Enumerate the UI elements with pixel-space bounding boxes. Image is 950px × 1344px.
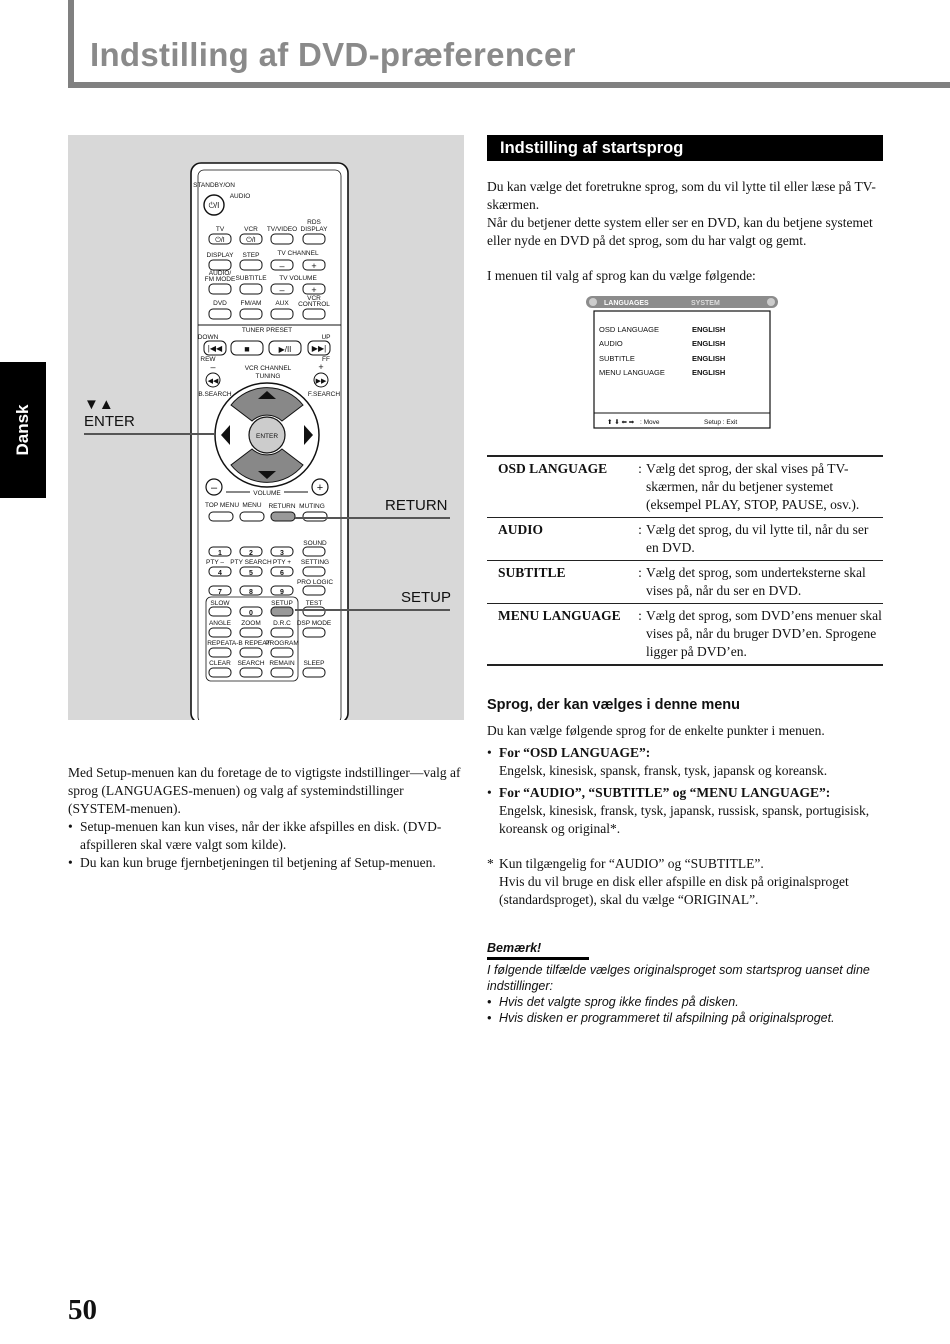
svg-text:SETTING: SETTING (300, 559, 330, 566)
svg-text:VCR: VCR (244, 226, 258, 233)
callout-enter: ENTER (84, 413, 135, 430)
table-row: OSD LANGUAGE : Vælg det sprog, der skal vises på TV-skærmen, når du betjener systemet (eksempel PLAY, STOP, PAUSE, osv.). (487, 456, 883, 518)
section-title: Indstilling af startsprog (487, 135, 883, 161)
svg-text:■: ■ (244, 344, 250, 354)
svg-text:–: – (210, 482, 218, 494)
svg-text:TV CHANNEL: TV CHANNEL (277, 250, 319, 257)
table-row: MENU LANGUAGE : Vælg det sprog, som DVD’ens menuer skal vises på, når du bruger DVD’en. Sprogene ligger på DVD’en. (487, 604, 883, 666)
svg-text:SLOW: SLOW (210, 600, 230, 607)
svg-text:TV/VIDEO: TV/VIDEO (266, 226, 298, 233)
note-bullet: • Hvis det valgte sprog ikke findes på disken. (487, 995, 739, 1009)
svg-text:FF: FF (322, 356, 330, 363)
svg-text:TV VOLUME: TV VOLUME (279, 275, 317, 282)
svg-text:▶▶: ▶▶ (315, 378, 327, 385)
note-underline (487, 957, 589, 960)
leader-setup (295, 609, 450, 611)
svg-text:⏻/I: ⏻/I (208, 201, 220, 210)
return-button (271, 512, 295, 521)
footnote: * Kun tilgængelig for “AUDIO” og “SUBTITLE”. Hvis du vil bruge en disk eller afspille en disk på originalsproget (standardsproget), skal du vælge “ORIGINAL”. (487, 856, 849, 907)
tab-system: SYSTEM (691, 300, 720, 307)
svg-text:CLEAR: CLEAR (209, 660, 231, 667)
label-standby: STANDBY/ON (193, 182, 235, 189)
svg-text:SETUP: SETUP (271, 600, 293, 607)
note-text: I følgende tilfælde vælges originalsproget som startsprog uanset dine indstillinger: • Hvis det valgte sprog ikke findes på disken. • Hvis disken er programmeret til afspilning på originalsproget. (487, 962, 887, 1026)
svg-text:ANGLE: ANGLE (208, 620, 232, 627)
svg-text:3: 3 (280, 550, 284, 557)
svg-text:SUBTITLE: SUBTITLE (235, 275, 267, 282)
page-number: 50 (68, 1294, 97, 1326)
bullet-item: • Setup-menuen kan kun vises, når der ikke afspilles en disk. (DVD-afspilleren skal være valgt som kilde). (68, 819, 442, 852)
svg-text:4: 4 (218, 570, 222, 577)
languages-subtitle: Sprog, der kan vælges i denne menu (487, 697, 741, 713)
svg-text:TV: TV (215, 226, 225, 233)
svg-text:PRO LOGIC: PRO LOGIC (296, 579, 334, 586)
svg-text:RDS: RDS (307, 219, 321, 226)
section-intro: Du kan vælge det foretrukne sprog, som du vil lytte til eller læse på TV-skærmen. Når du betjener dette system eller ser en DVD, kan du betjene systemet eller nyde en DVD på det sprog, som du har valgt og gemt. I menuen til valg af sprog kan du vælge følgende: (487, 179, 876, 283)
svg-text:1: 1 (218, 550, 222, 557)
svg-text:5: 5 (249, 570, 253, 577)
note-title: Bemærk! (487, 941, 542, 955)
svg-text:+: + (318, 362, 324, 372)
svg-text:–: – (279, 285, 285, 295)
svg-text:OSD LANGUAGE: OSD LANGUAGE (599, 325, 660, 334)
svg-text:PTY –: PTY – (206, 559, 224, 566)
svg-text:ENGLISH: ENGLISH (692, 325, 726, 334)
svg-text:PROGRAM: PROGRAM (265, 640, 299, 647)
svg-text:PTY SEARCH: PTY SEARCH (230, 559, 272, 566)
header-rule-vertical (68, 0, 74, 88)
svg-text:+: + (311, 285, 317, 295)
svg-text:⏻/I: ⏻/I (215, 237, 225, 244)
svg-text:REW: REW (200, 356, 216, 363)
svg-text:6: 6 (280, 570, 284, 577)
svg-text:SOUND: SOUND (303, 540, 327, 547)
svg-text:MENU: MENU (242, 502, 262, 509)
svg-text:+: + (316, 482, 324, 494)
svg-text:D.R.C: D.R.C (273, 620, 291, 627)
language-side-tab: Dansk (0, 362, 46, 498)
svg-text:VCR CHANNEL: VCR CHANNEL (244, 365, 292, 372)
list-item: • For “AUDIO”, “SUBTITLE” og “MENU LANGUAGE”: Engelsk, kinesisk, fransk, tysk, japansk, russisk, spansk, portugisisk, koreansk og original*. (487, 785, 870, 836)
leader-enter (84, 433, 214, 435)
svg-text:AUDIO: AUDIO (599, 339, 623, 348)
svg-text:–: – (279, 261, 285, 271)
svg-text:SLEEP: SLEEP (303, 660, 325, 667)
svg-text:AUX: AUX (275, 300, 289, 307)
svg-text:8: 8 (249, 589, 253, 596)
osd-languages-screen (585, 295, 779, 431)
page-title: Indstilling af DVD-præferencer (90, 36, 576, 73)
svg-text:PTY +: PTY + (272, 559, 292, 566)
svg-text:DSP MODE: DSP MODE (296, 620, 332, 627)
list-item: • For “OSD LANGUAGE”: Engelsk, kinesisk, spansk, fransk, tysk, japansk og koreansk. (487, 745, 828, 778)
svg-text:SUBTITLE: SUBTITLE (599, 354, 635, 363)
svg-text:|◀◀: |◀◀ (207, 344, 223, 353)
setup-menu-description (68, 764, 463, 872)
svg-text:ZOOM: ZOOM (241, 620, 261, 627)
svg-text:REMAIN: REMAIN (269, 660, 295, 667)
svg-text:: Move: : Move (640, 419, 660, 426)
setup-button (271, 607, 293, 616)
svg-text:ENGLISH: ENGLISH (692, 368, 726, 377)
note-bullet: • Hvis disken er programmeret til afspilning på originalsproget. (487, 1011, 835, 1025)
svg-text:F.SEARCH: F.SEARCH (307, 391, 341, 398)
callout-return: RETURN (385, 497, 448, 514)
svg-text:ENGLISH: ENGLISH (692, 354, 726, 363)
svg-text:TOP MENU: TOP MENU (204, 502, 240, 509)
svg-text:7: 7 (218, 589, 222, 596)
svg-text:▶/II: ▶/II (278, 345, 292, 354)
svg-text:CONTROL: CONTROL (298, 301, 330, 308)
svg-text:▶▶|: ▶▶| (311, 344, 327, 353)
svg-text:TUNING: TUNING (255, 373, 281, 380)
setup-menu-paragraph: Med Setup-menuen kan du foretage de to vigtigste indstillinger—valg af sprog (LANGUAGES-menuen) og valg af systemindstillinger (SYSTEM-menuen). (68, 765, 461, 816)
svg-text:MENU LANGUAGE: MENU LANGUAGE (599, 368, 665, 377)
svg-text:9: 9 (280, 589, 284, 596)
languages-text: Du kan vælge følgende sprog for de enkelte punkter i menuen. • For “OSD LANGUAGE”: Engelsk, kinesisk, spansk, fransk, tysk, japansk og koreansk. • For “AUDIO”, “SUBTITLE” og “MENU LANGUAGE”: Engelsk, kinesisk, fransk, tysk, japansk, russisk, spansk, portugisisk, koreansk og original*. * Kun tilgængelig for “AUDIO” og “SUBTITLE”. Hvis du vil bruge en disk eller afspille en disk på originalsproget (standardsproget), skal du vælge “ORIGINAL”. (487, 722, 887, 909)
svg-text:–: – (210, 362, 216, 372)
svg-text:0: 0 (249, 610, 253, 617)
svg-text:⏻/I: ⏻/I (246, 237, 256, 244)
svg-text:FM MODE: FM MODE (204, 276, 236, 283)
table-row: SUBTITLE : Vælg det sprog, som underteksterne skal vises på, når du ser en DVD. (487, 561, 883, 604)
table-row: AUDIO : Vælg det sprog, du vil lytte til, når du ser en DVD. (487, 518, 883, 561)
svg-text:DISPLAY: DISPLAY (206, 252, 234, 259)
svg-text:TUNER PRESET: TUNER PRESET (241, 327, 293, 334)
svg-text:TEST: TEST (305, 600, 323, 607)
svg-text:SEARCH: SEARCH (237, 660, 265, 667)
header-rule-horizontal (68, 82, 950, 88)
svg-text:⬆ ⬇ ⬅ ➡: ⬆ ⬇ ⬅ ➡ (607, 419, 635, 426)
svg-text:B.SEARCH: B.SEARCH (198, 391, 232, 398)
leader-return (295, 517, 450, 519)
svg-text:UP: UP (321, 334, 331, 341)
label-audio-top: AUDIO (229, 193, 251, 200)
svg-text:FM/AM: FM/AM (240, 300, 262, 307)
svg-text:A-B REPEAT: A-B REPEAT (231, 640, 271, 647)
svg-text:ENTER: ENTER (255, 433, 279, 440)
menu-item-definitions (487, 455, 883, 666)
bullet-item: • Du kan kun bruge fjernbetjeningen til betjening af Setup-menuen. (68, 855, 436, 870)
svg-text:RETURN: RETURN (268, 503, 296, 510)
svg-text:DOWN: DOWN (197, 334, 219, 341)
svg-text:VOLUME: VOLUME (253, 490, 281, 497)
svg-text:MUTING: MUTING (299, 503, 325, 510)
callout-setup: SETUP (401, 589, 452, 606)
svg-text:◀◀: ◀◀ (207, 378, 219, 385)
svg-text:Setup : Exit: Setup : Exit (704, 419, 738, 426)
svg-text:VCR: VCR (307, 295, 321, 302)
svg-text:AUDIO/: AUDIO/ (208, 270, 232, 277)
svg-text:DVD: DVD (213, 300, 227, 307)
tab-languages: LANGUAGES (604, 300, 649, 307)
svg-text:STEP: STEP (242, 252, 260, 259)
svg-text:DISPLAY: DISPLAY (300, 226, 328, 233)
svg-text:+: + (311, 261, 317, 271)
svg-text:2: 2 (249, 550, 253, 557)
callout-arrows: ▼▲ (84, 396, 114, 413)
svg-text:REPEAT: REPEAT (207, 640, 233, 647)
svg-text:ENGLISH: ENGLISH (692, 339, 726, 348)
